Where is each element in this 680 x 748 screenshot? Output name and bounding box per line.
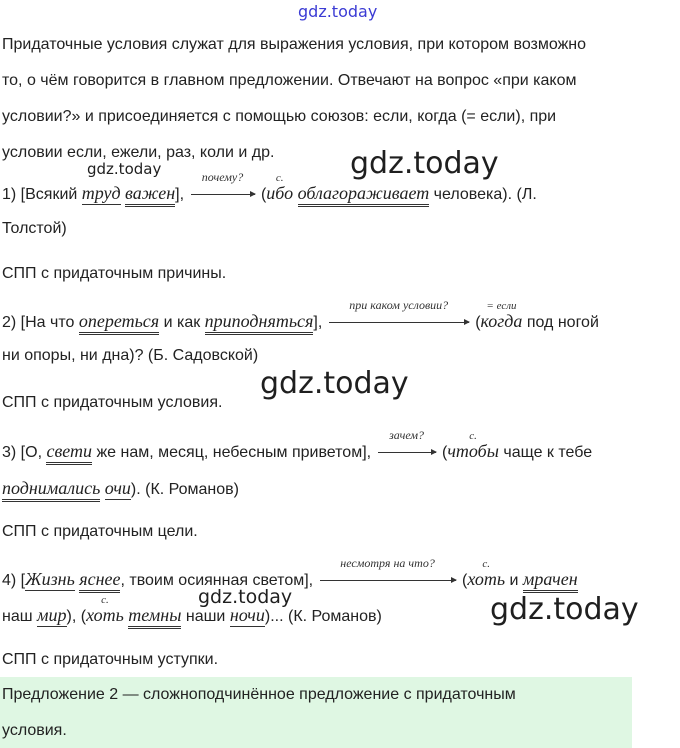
text: ], bbox=[313, 314, 323, 331]
example-3-line-1 bbox=[2, 428, 593, 462]
text: ], bbox=[175, 186, 185, 203]
example-2-line-1 bbox=[2, 298, 599, 332]
predicate: приподняться bbox=[205, 311, 314, 335]
conjunction-word: хоть bbox=[86, 605, 124, 625]
conjunction-mark: с. bbox=[482, 558, 491, 570]
text: 3) [О, bbox=[2, 444, 47, 461]
subject: мир bbox=[37, 605, 67, 625]
conjunction-mark: с. bbox=[101, 594, 109, 606]
conjunction-word: хоть bbox=[467, 569, 506, 589]
example-4-verdict: СПП с придаточным уступки. bbox=[2, 651, 219, 668]
subject: очи bbox=[104, 478, 131, 498]
predicate: яснее bbox=[79, 569, 120, 593]
subject: ночи bbox=[229, 605, 265, 625]
text: и bbox=[505, 572, 523, 589]
subject: труд bbox=[81, 183, 121, 203]
question-label: при каком условии? bbox=[349, 298, 449, 312]
watermark: gdz.today bbox=[87, 160, 162, 178]
predicate: темны bbox=[128, 605, 181, 629]
text: ( bbox=[260, 186, 267, 203]
question-label: несмотря на что? bbox=[340, 556, 435, 570]
conjunction bbox=[86, 594, 124, 625]
subject: Жизнь bbox=[25, 569, 75, 589]
text: , твоим осиянная светом], bbox=[120, 572, 314, 589]
conjunction bbox=[266, 172, 294, 203]
watermark: gdz.today bbox=[350, 146, 499, 181]
conjunction bbox=[467, 558, 506, 589]
predicate: мрачен bbox=[523, 569, 578, 593]
conjunction-mark: с. bbox=[275, 172, 284, 184]
text: )... (К. Романов) bbox=[264, 608, 382, 625]
conjunction-word: чтобы bbox=[447, 441, 499, 461]
question-arrow bbox=[378, 428, 436, 462]
example-1-verdict: СПП с придаточным причины. bbox=[2, 265, 227, 282]
question-label: зачем? bbox=[389, 428, 425, 442]
question-arrow bbox=[329, 298, 469, 332]
predicate: свети bbox=[46, 441, 92, 465]
watermark: gdz.today bbox=[260, 366, 409, 401]
intro-line: условии если, ежели, раз, коли и др. bbox=[2, 144, 275, 161]
text: же нам, месяц, небесным приветом], bbox=[92, 444, 372, 461]
predicate: облагораживает bbox=[298, 183, 430, 207]
conjunction-word: ибо bbox=[266, 183, 294, 203]
answer-box bbox=[0, 677, 632, 748]
text: человека). (Л. bbox=[429, 186, 537, 203]
text: 2) [На что bbox=[2, 314, 79, 331]
conjunction-word: когда bbox=[480, 311, 523, 331]
question-arrow bbox=[191, 170, 255, 204]
example-2-verdict: СПП с придаточным условия. bbox=[2, 394, 223, 411]
question-label: почему? bbox=[201, 170, 244, 184]
example-3-verdict: СПП с придаточным цели. bbox=[2, 523, 198, 540]
example-3-line-2 bbox=[2, 478, 239, 499]
text: 4) [ bbox=[2, 572, 26, 589]
watermark: gdz.today bbox=[198, 586, 293, 608]
predicate: опереться bbox=[79, 311, 159, 335]
text: ( bbox=[442, 444, 448, 461]
text: ( bbox=[462, 572, 468, 589]
example-1-line-1 bbox=[2, 170, 537, 204]
question-arrow bbox=[320, 556, 456, 590]
predicate: поднимались bbox=[2, 478, 100, 502]
text: 1) [Всякий bbox=[2, 186, 82, 203]
answer-line: условия. bbox=[2, 722, 67, 739]
text: ). (К. Романов) bbox=[130, 481, 239, 498]
conjunction bbox=[447, 430, 499, 461]
text: ( bbox=[475, 314, 481, 331]
answer-line: Предложение 2 — сложноподчинённое предложение с придаточным bbox=[2, 686, 516, 703]
intro-line: то, о чём говорится в главном предложении. Отвечают на вопрос «при каком bbox=[2, 72, 577, 89]
text: ), ( bbox=[66, 608, 87, 625]
text: чаще к тебе bbox=[498, 444, 593, 461]
text: под ногой bbox=[522, 314, 599, 331]
watermark: gdz.today bbox=[490, 592, 639, 627]
example-1-line-2: Толстой) bbox=[2, 220, 67, 237]
conjunction-mark: = если bbox=[486, 300, 517, 312]
text: наш bbox=[2, 608, 38, 625]
text: и как bbox=[159, 314, 205, 331]
intro-line: Придаточные условия служат для выражения условия, при котором возможно bbox=[2, 36, 587, 53]
text: наши bbox=[181, 608, 230, 625]
conjunction bbox=[480, 300, 523, 331]
example-2-line-2: ни опоры, ни дна)? (Б. Садовской) bbox=[2, 347, 259, 364]
example-4-line-1 bbox=[2, 556, 578, 590]
predicate: важен bbox=[125, 183, 175, 207]
conjunction-mark: с. bbox=[469, 430, 477, 442]
intro-line: условии?» и присоединяется с помощью союзов: если, когда (= если), при bbox=[2, 108, 557, 125]
watermark: gdz.today bbox=[298, 2, 378, 21]
